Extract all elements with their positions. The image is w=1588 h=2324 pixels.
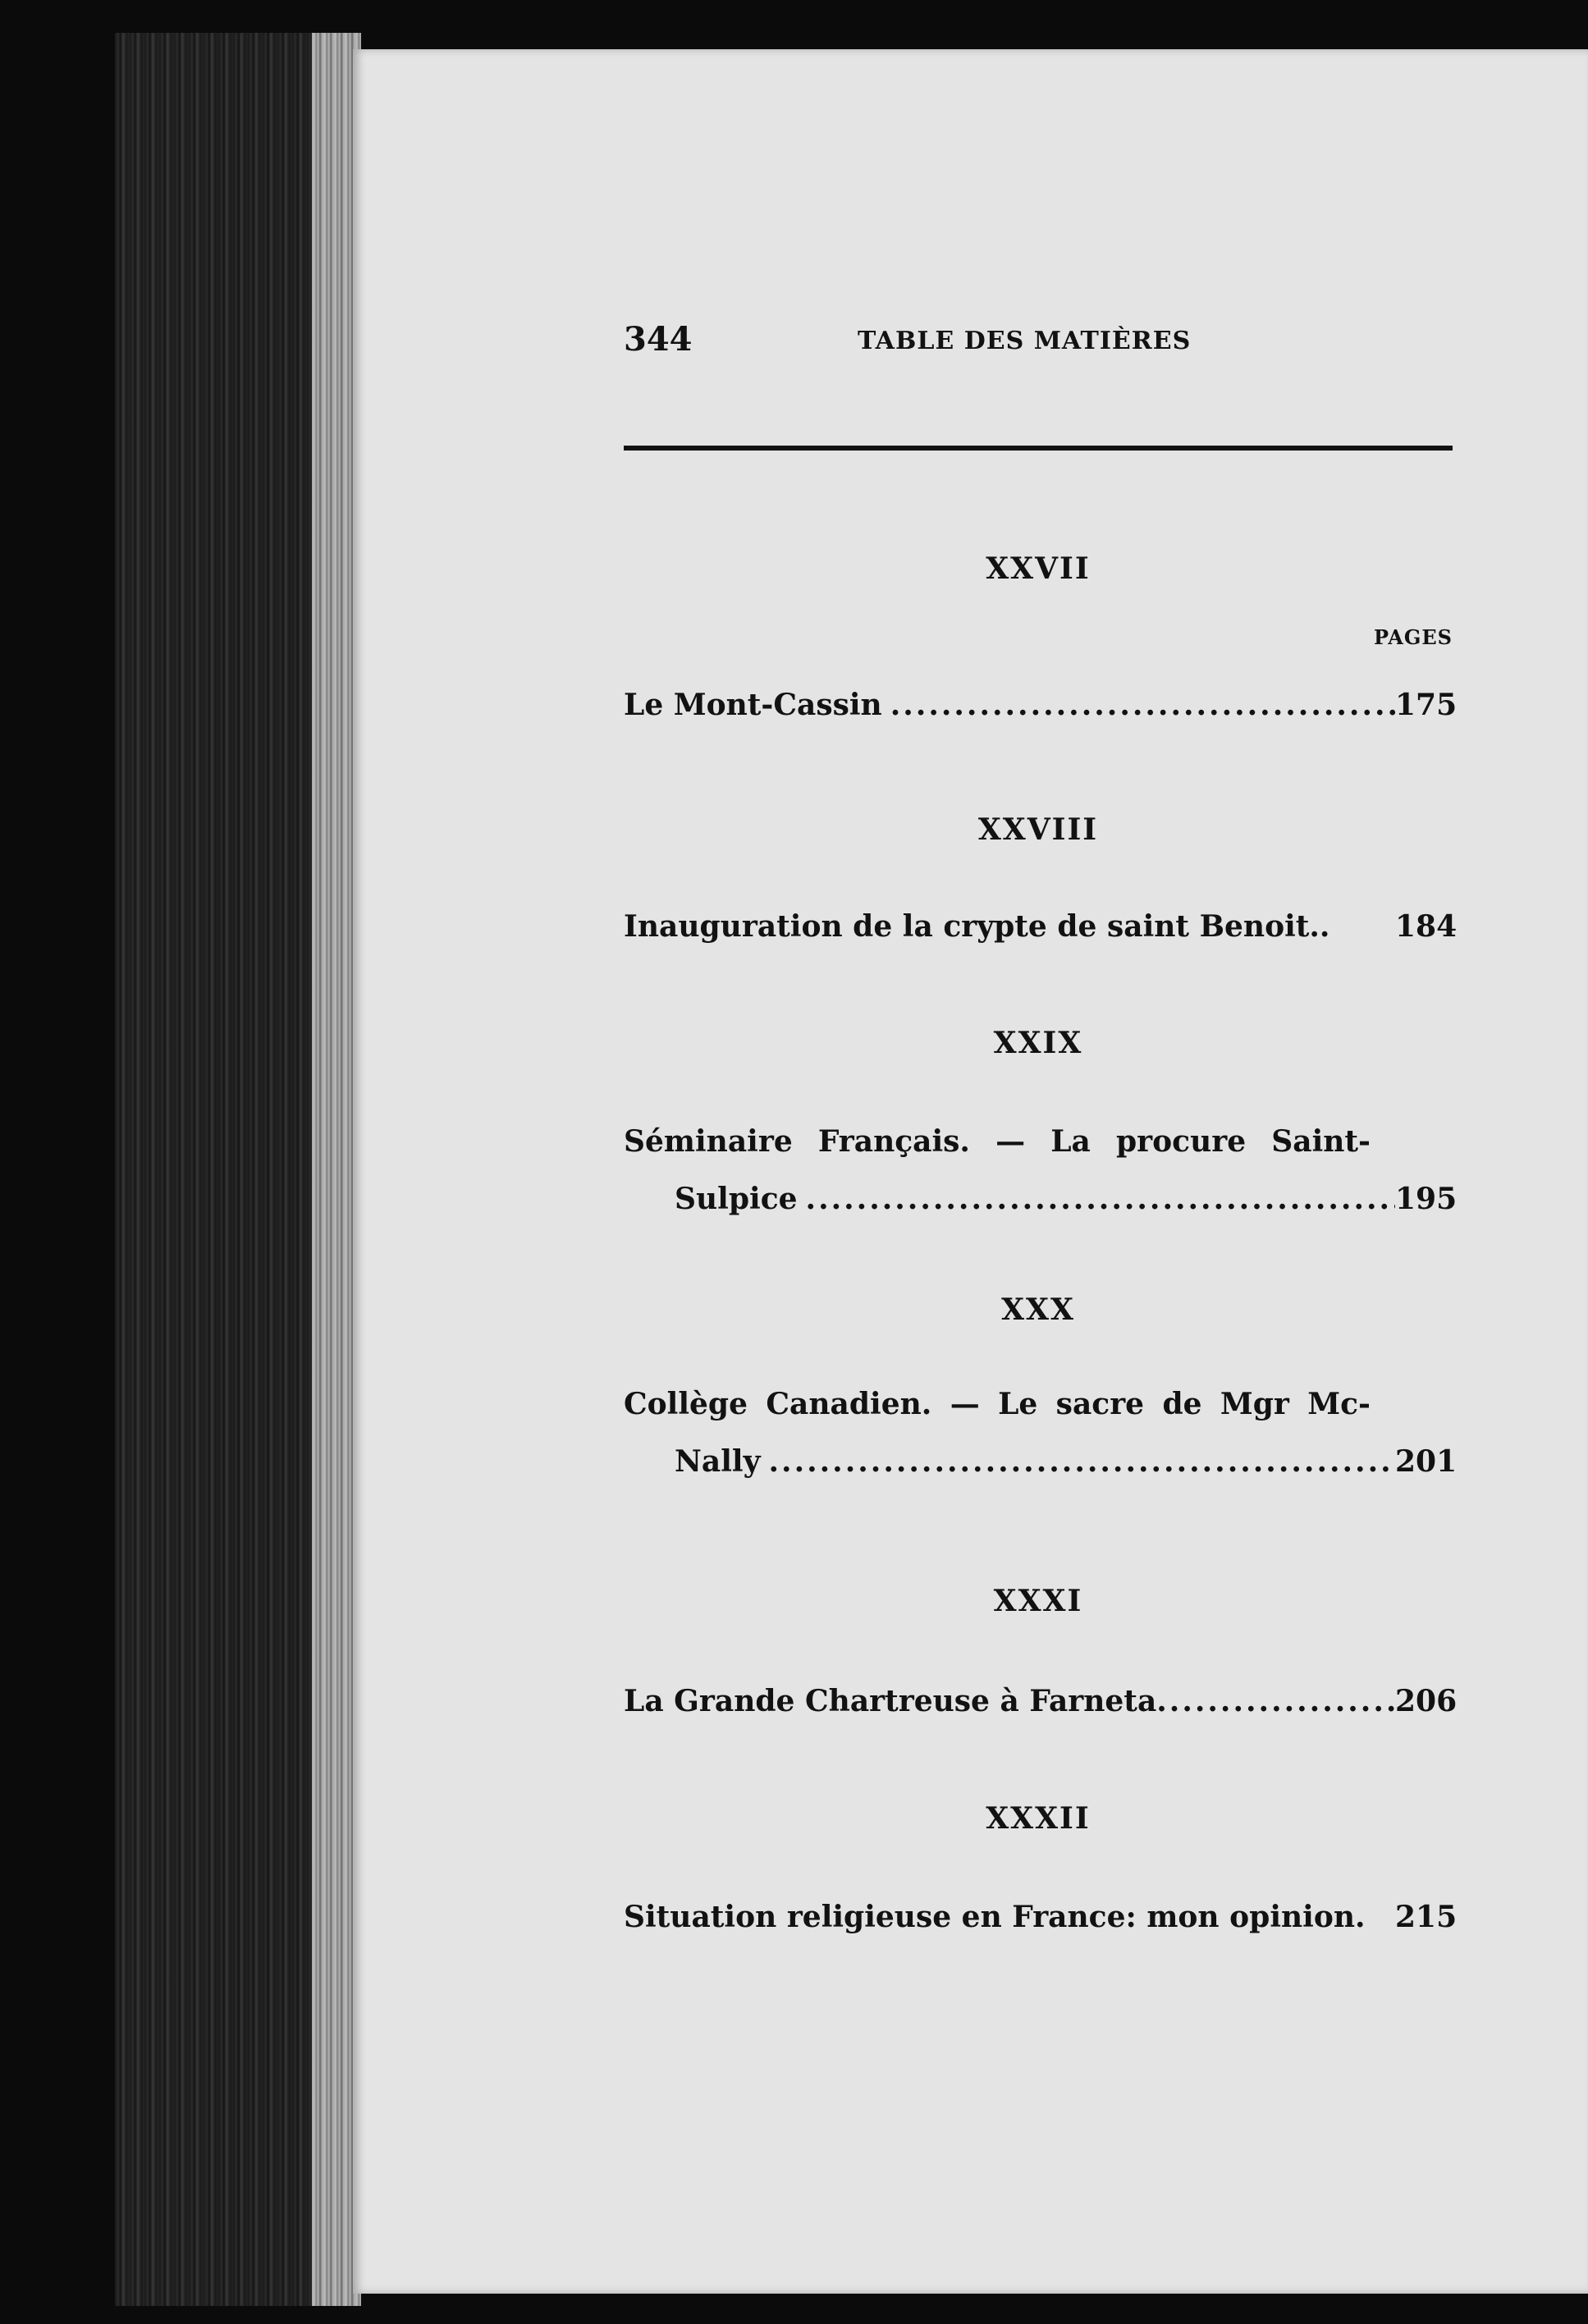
section-number: XXXI bbox=[993, 1584, 1083, 1618]
leader-dots bbox=[882, 688, 1395, 722]
section-number: XXXII bbox=[986, 1801, 1091, 1836]
toc-page-number: 215 bbox=[1395, 1900, 1458, 1934]
toc-page-number: 195 bbox=[1395, 1182, 1458, 1216]
section-number: XXVIII bbox=[977, 812, 1099, 847]
toc-line bbox=[624, 1900, 1458, 1934]
toc-entry-title: Situation religieuse en France: mon opinion. bbox=[624, 1900, 1366, 1934]
toc-entry-title-continued: Nally bbox=[675, 1444, 761, 1479]
leader-dots bbox=[798, 1182, 1395, 1216]
toc-page-number: 175 bbox=[1395, 688, 1458, 722]
leader-dots bbox=[761, 1444, 1395, 1479]
running-title: TABLE DES MATIÈRES bbox=[858, 327, 1192, 355]
toc-page-number: 184 bbox=[1395, 909, 1458, 944]
toc-page-number: 206 bbox=[1395, 1684, 1458, 1718]
pages-column-label: PAGES bbox=[1373, 625, 1453, 649]
toc-entry bbox=[624, 688, 1458, 722]
toc-entry-title: Inauguration de la crypte de saint Benoit.. bbox=[624, 909, 1330, 944]
header-rule bbox=[624, 446, 1453, 451]
toc-entry bbox=[624, 1124, 1458, 1216]
toc-entry-title-continued: Sulpice bbox=[675, 1182, 798, 1216]
toc-entry-title: Séminaire Français. — La procure Saint- bbox=[624, 1124, 1371, 1159]
toc-line bbox=[624, 1444, 1458, 1479]
section-number: XXIX bbox=[993, 1026, 1083, 1060]
toc-line bbox=[624, 1387, 1371, 1421]
toc-entry bbox=[624, 1684, 1458, 1718]
book-page-edges bbox=[115, 33, 361, 2306]
toc-entry bbox=[624, 909, 1458, 944]
section-number: XXX bbox=[1001, 1292, 1075, 1327]
toc-entry-title: La Grande Chartreuse à Farneta bbox=[624, 1684, 1157, 1718]
book-page bbox=[353, 49, 1588, 2294]
leader-dots bbox=[1156, 1684, 1395, 1718]
toc-entry bbox=[624, 1387, 1458, 1479]
toc-entry bbox=[624, 1900, 1458, 1934]
section-number: XXVII bbox=[986, 551, 1091, 586]
toc-line bbox=[624, 1124, 1371, 1159]
toc-line bbox=[624, 1182, 1458, 1216]
page-number: 344 bbox=[624, 320, 693, 359]
running-head bbox=[624, 320, 1444, 369]
toc-line bbox=[624, 688, 1458, 722]
toc-entry-title: Collège Canadien. — Le sacre de Mgr Mc- bbox=[624, 1387, 1371, 1421]
toc-entry-title: Le Mont-Cassin bbox=[624, 688, 882, 722]
toc-line bbox=[624, 1684, 1458, 1718]
toc-line bbox=[624, 909, 1458, 944]
toc-page-number: 201 bbox=[1395, 1444, 1458, 1479]
page-content bbox=[624, 320, 1458, 1934]
